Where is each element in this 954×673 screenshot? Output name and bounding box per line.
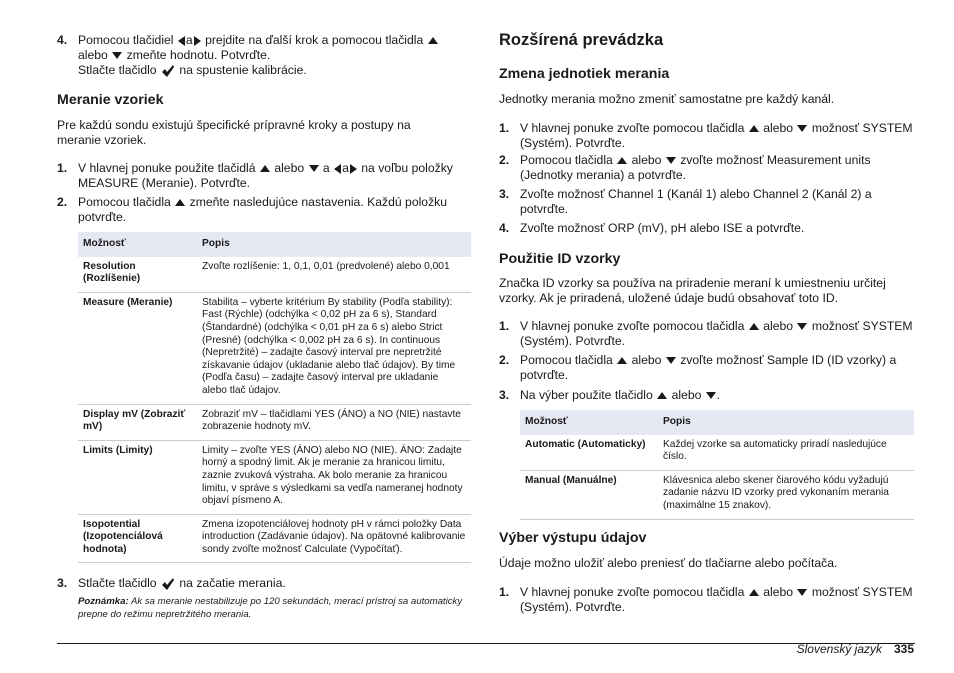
step-text: zvoľte možnosť Measurement units (Jednotky merania) a potvrďte. (520, 153, 871, 182)
option-cell: Resolution (Rozlíšenie) (78, 257, 197, 293)
option-cell: Display mV (Zobraziť mV) (78, 404, 197, 440)
note-label: Poznámka: (78, 596, 129, 607)
left-arrow-icon (334, 164, 341, 174)
step-number: 3. (499, 388, 510, 402)
table-row (78, 514, 471, 563)
description-cell: Zvoľte rozlíšenie: 1, 0,1, 0,01 (predvolené) alebo 0,001 (197, 257, 471, 293)
option-cell: Manual (Manuálne) (520, 470, 658, 519)
right-arrow-icon (350, 164, 357, 174)
up-arrow-icon (428, 37, 438, 44)
footer-divider (57, 643, 915, 644)
option-cell: Isopotential (Izopotenciálová hodnota) (78, 514, 197, 563)
step-text: Stlačte tlačidlo (78, 63, 157, 77)
calibration-step-4 (57, 33, 471, 78)
step-text: a (185, 33, 193, 47)
table-row (78, 404, 471, 440)
step-text: na začatie merania. (179, 576, 286, 590)
step-text: možnosť SYSTEM (Systém). Potvrďte. (520, 585, 913, 614)
step-text: Pomocou tlačidla (78, 195, 171, 209)
units-step-3 (499, 187, 914, 217)
down-arrow-icon (309, 165, 319, 172)
step-text: alebo (78, 48, 108, 62)
step-text: alebo (671, 388, 702, 402)
step-text: zvoľte možnosť Sample ID (ID vzorky) a potvrďte. (520, 353, 897, 382)
section-heading-data-output: Výber výstupu údajov (499, 530, 647, 546)
step-text: Zvoľte možnosť ORP (mV), pH alebo ISE a potvrďte. (520, 221, 805, 235)
checkmark-icon (161, 577, 175, 591)
step-text: Stlačte tlačidlo (78, 576, 157, 590)
up-arrow-icon (617, 157, 627, 164)
table-header-row (78, 232, 471, 257)
step-text: a (322, 161, 330, 175)
sample-id-table (520, 410, 914, 520)
step-number: 2. (499, 353, 510, 367)
data-output-intro: Údaje možno uložiť alebo preniesť do tlačiarne alebo počítača. (499, 556, 838, 570)
sample-id-step-1 (499, 319, 914, 349)
column-header: Možnosť (520, 410, 658, 435)
step-text: prejdite na ďalší krok a pomocou tlačidla (205, 33, 424, 47)
table-row (78, 292, 471, 404)
step-number: 1. (499, 121, 510, 135)
sample-id-intro: Značka ID vzorky sa používa na priradenie meraní k umiestneniu určitej vzorky. Ak je priradená, uložené údaje budú obsahovať toto ID. (499, 276, 886, 305)
step-text: V hlavnej ponuke zvoľte pomocou tlačidla (520, 319, 745, 333)
step-number: 3. (499, 187, 510, 201)
step-text: možnosť SYSTEM (Systém). Potvrďte. (520, 121, 913, 150)
units-step-1 (499, 121, 914, 151)
step-number: 3. (57, 576, 68, 590)
step-text: V hlavnej ponuke použite tlačidlá (78, 161, 256, 175)
down-arrow-icon (112, 52, 122, 59)
option-cell: Limits (Limity) (78, 440, 197, 514)
up-arrow-icon (617, 357, 627, 364)
down-arrow-icon (706, 392, 716, 399)
step-text: alebo (631, 353, 662, 367)
up-arrow-icon (260, 165, 270, 172)
option-cell: Automatic (Automaticky) (520, 435, 658, 471)
step-number: 2. (499, 153, 510, 167)
page-number: 335 (893, 642, 914, 656)
description-cell: Zmena izopotenciálovej hodnoty pH v rámci položky Data introduction (Zadávanie údajov). Na opätovné kalibrovanie sondy zvoľte možnosť Calculate (Vypočítať). (197, 514, 471, 563)
step-text: zmeňte nasledujúce nastavenia. Každú položku potvrďte. (78, 195, 448, 224)
measure-settings-table (78, 232, 471, 563)
step-text: alebo (763, 319, 794, 333)
step-number: 1. (499, 319, 510, 333)
section-heading-sample-id: Použitie ID vzorky (499, 251, 621, 267)
option-cell: Measure (Meranie) (78, 292, 197, 404)
description-cell: Každej vzorke sa automaticky priradí nasledujúce číslo. (658, 435, 914, 471)
description-cell: Zobraziť mV – tlačidlami YES (ÁNO) a NO (NIE) nastavte zobrazenie hodnoty mV. (197, 404, 471, 440)
page-title: Rozšírená prevádzka (499, 31, 664, 49)
section-heading-measuring: Meranie vzoriek (57, 92, 164, 108)
step-text: Pomocou tlačidla (520, 353, 613, 367)
table-row (78, 257, 471, 293)
down-arrow-icon (797, 125, 807, 132)
table-row (520, 470, 914, 519)
table-header-row (520, 410, 914, 435)
down-arrow-icon (666, 157, 676, 164)
column-header: Možnosť (78, 232, 197, 257)
step-text: Pomocou tlačidiel (78, 33, 174, 47)
step-text: Pomocou tlačidla (520, 153, 613, 167)
note (78, 595, 471, 621)
column-header: Popis (197, 232, 471, 257)
down-arrow-icon (797, 589, 807, 596)
step-number: 1. (499, 585, 510, 599)
intro-paragraph: Pre každú sondu existujú špecifické prípravné kroky a postupy na meranie vzoriek. (57, 118, 411, 147)
measure-step-3 (57, 576, 471, 591)
column-header: Popis (658, 410, 914, 435)
units-step-2 (499, 153, 914, 183)
step-text: alebo (763, 121, 794, 135)
measure-step-1 (57, 161, 471, 191)
down-arrow-icon (797, 323, 807, 330)
step-text: Na výber použite tlačidlo (520, 388, 653, 402)
step-text: Zvoľte možnosť Channel 1 (Kanál 1) alebo Channel 2 (Kanál 2) a potvrďte. (520, 187, 872, 216)
sample-id-step-2 (499, 353, 914, 383)
description-cell: Klávesnica alebo skener čiarového kódu vyžadujú zadanie názvu ID vzorky pred vykonaním merania (maximálne 15 znakov). (658, 470, 914, 519)
step-text: možnosť SYSTEM (Systém). Potvrďte. (520, 319, 913, 348)
step-number: 4. (57, 33, 68, 47)
step-text: na voľbu položky MEASURE (Meranie). Potvrďte. (78, 161, 453, 190)
up-arrow-icon (749, 323, 759, 330)
description-cell: Stabilita – vyberte kritérium By stability (Podľa stability): Fast (Rýchle) (odchýlka < 0,02 pH za 6 s), Standard (Štandardné) (odchýlka < 0,01 pH za 6 s) alebo Strict (Presné) (odchýlka < 0,002 pH za 6 s). In continuous (Nepretržité) – zadajte časový interval pre nepretržité získavanie údajov (ukladanie alebo tlač údajov). By time (Podľa času) – zadajte časový interval pre ukladanie alebo tlač údajov. (197, 292, 471, 404)
step-text: . (716, 388, 721, 402)
step-number: 2. (57, 195, 68, 209)
step-text: a (342, 161, 349, 175)
step-text: na spustenie kalibrácie. (179, 63, 307, 77)
step-text: alebo (763, 585, 794, 599)
measure-step-2 (57, 195, 471, 225)
checkmark-icon (161, 64, 175, 78)
units-intro: Jednotky merania možno zmeniť samostatne pre každý kanál. (499, 92, 835, 106)
section-heading-units: Zmena jednotiek merania (499, 66, 670, 82)
data-output-step-1 (499, 585, 914, 615)
up-arrow-icon (749, 589, 759, 596)
down-arrow-icon (666, 357, 676, 364)
step-number: 1. (57, 161, 68, 175)
table-row (78, 440, 471, 514)
up-arrow-icon (749, 125, 759, 132)
step-text: V hlavnej ponuke zvoľte pomocou tlačidla (520, 121, 745, 135)
table-row (520, 435, 914, 471)
step-number: 4. (499, 221, 510, 235)
up-arrow-icon (657, 392, 667, 399)
step-text: alebo (274, 161, 305, 175)
step-text: alebo (631, 153, 662, 167)
left-arrow-icon (178, 36, 185, 46)
step-text: zmeňte hodnotu. Potvrďte. (126, 48, 271, 62)
description-cell: Limity – zvoľte YES (ÁNO) alebo NO (NIE). ÁNO: Zadajte horný a spodný limit. Ak je meranie za hranicou limitu, zaznie zvuková výstraha. Ak bolo meranie za hranicou limitu, v správe s výsledkami sa vedľa nameranej hodnoty objaví písmeno A. (197, 440, 471, 514)
footer-language: Slovenský jazyk (796, 642, 882, 656)
units-step-4 (499, 221, 914, 236)
right-arrow-icon (194, 36, 201, 46)
note-text: Ak sa meranie nestabilizuje po 120 sekundách, merací prístroj sa automaticky prepne do režimu nepretržitého merania. (78, 596, 463, 620)
up-arrow-icon (175, 199, 185, 206)
sample-id-step-3 (499, 388, 914, 403)
step-text: V hlavnej ponuke zvoľte pomocou tlačidla (520, 585, 745, 599)
